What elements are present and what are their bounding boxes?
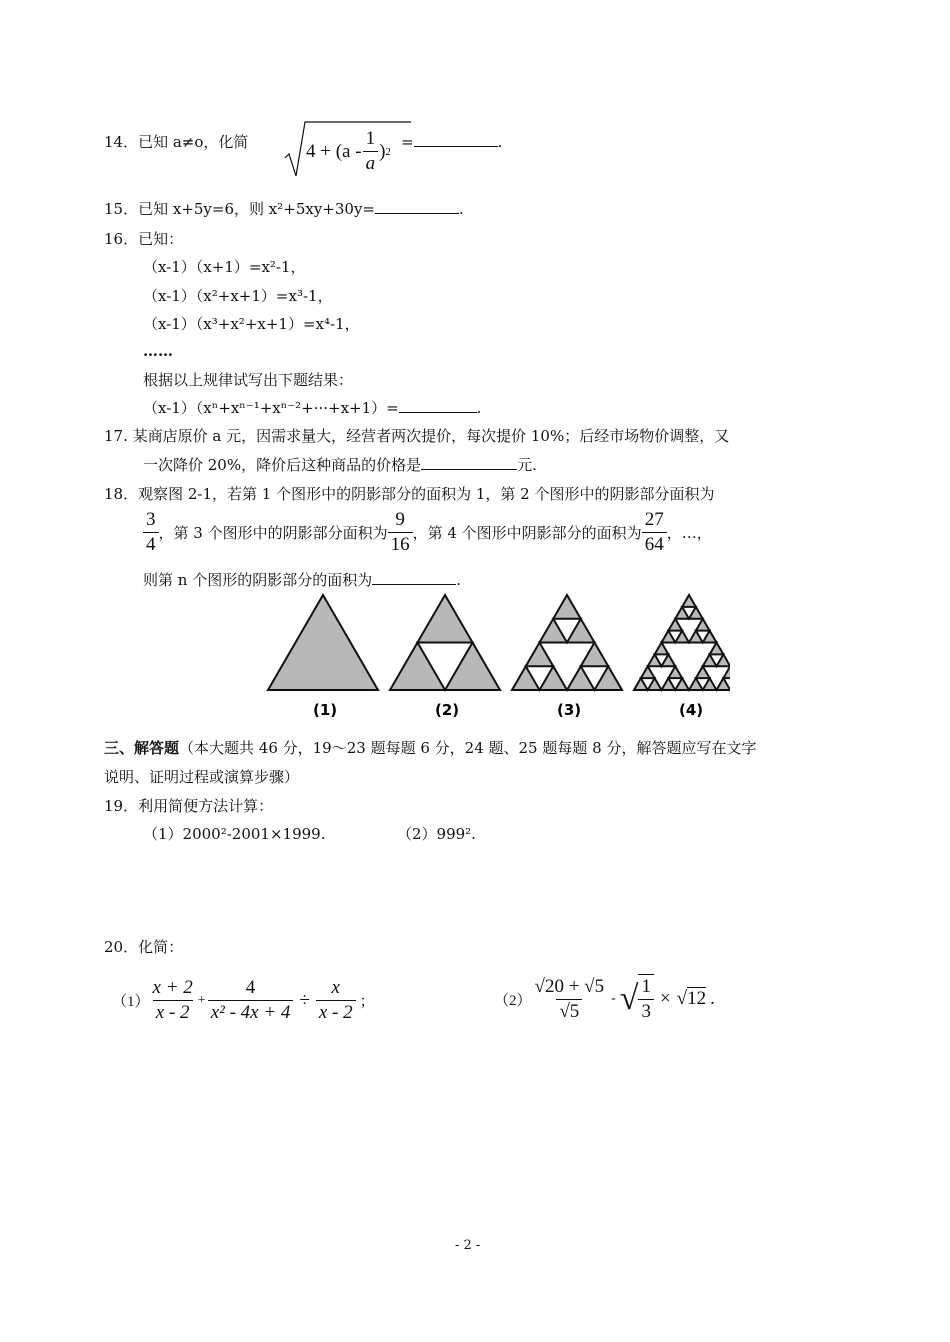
q18-line-2: $\frac{3}{4}$ ，第 3 个图形中的阴影部分面积为 $\frac{9}{16}$ ，第 4 个图形中阴影部分的面积为 $\frac{27}{64}$ ，…， — [143, 508, 712, 557]
q14-text: 14．已知 a≠o，化简 — [104, 133, 249, 151]
question-14 — [104, 132, 248, 152]
page-number: - 2 - — [455, 1238, 481, 1253]
fraction: $\frac{x}{x - 2}$ — [316, 976, 356, 1025]
q16-line-2: （x-1）（x²+x+1）=x³-1， — [143, 287, 333, 305]
q14-answer: = . — [401, 133, 503, 151]
q20-title: 20．化简： — [104, 938, 184, 956]
q16-final: （x-1）（xⁿ+xⁿ⁻¹+xⁿ⁻²+···+x+1）= . — [143, 399, 482, 417]
q16-prompt: 根据以上规律试写出下题结果： — [143, 371, 354, 389]
q16-line-3: （x-1）（x³+x²+x+1）=x⁴-1， — [143, 315, 360, 333]
fraction-9-16: $\frac{9}{16}$ — [388, 508, 413, 557]
fraction: $\frac{4}{\text{x² - 4x + 4}}$ — [208, 976, 294, 1025]
q20-part-1: （1） $\frac{x + 2}{x - 2}$ + $\frac{4}{\text{x² - 4x + 4}}$ ÷ $\frac{x}{x - 2}$ ； — [112, 977, 375, 1023]
answer-blank[interactable] — [421, 455, 517, 470]
figure-label: (4) — [679, 701, 704, 719]
q16-dots: …… — [143, 342, 173, 360]
fraction-27-64: $\frac{27}{64}$ — [642, 508, 667, 557]
figure-label: (3) — [557, 701, 582, 719]
figure-label: (1) — [313, 701, 338, 719]
section-3-heading: 三、解答题（本大题共 46 分，19～23 题每题 6 分，24 题、25 题每题 8 分，解答题应写在文字 — [104, 739, 757, 757]
q20-part-2: （2） $\frac{√20 + √5}{√5}$ - √ $\frac{1}{3}$ × √12 . — [494, 975, 715, 1022]
answer-blank[interactable] — [414, 132, 498, 147]
q14-fraction: $\frac{1}{a}$ — [363, 127, 379, 176]
q18-line-1: 18．观察图 2-1，若第 1 个图形中的阴影部分的面积为 1，第 2 个图形中的阴影部分面积为 — [104, 485, 715, 503]
figure-label: (2) — [435, 701, 460, 719]
shaded-triangle-1 — [268, 595, 378, 690]
q19-title: 19．利用简便方法计算： — [104, 797, 274, 815]
q18-line-3: 则第 n 个图形的阴影部分的面积为 . — [143, 571, 461, 589]
q14-expression: 4 + (a - $\frac{1}{a}$ ) 2 — [306, 128, 391, 174]
q16-title: 16．已知： — [104, 230, 184, 248]
q17-line-2: 一次降价 20%，降价后这种商品的价格是 元. — [143, 456, 537, 474]
sierpinski-figures — [260, 590, 730, 725]
fraction: $\frac{x + 2}{x - 2}$ — [152, 977, 193, 1023]
q17-line-1: 17. 某商店原价 a 元，因需求量大，经营者两次提价，每次提价 10%；后经市场物价调整，又 — [104, 427, 730, 445]
fraction: $\frac{√20 + √5}{√5}$ — [534, 975, 605, 1022]
q19-part-2: （2）999². — [397, 825, 476, 843]
sqrt-fraction: √ $\frac{1}{3}$ — [620, 974, 654, 1024]
answer-blank[interactable] — [372, 570, 456, 585]
question-15: 15．已知 x+5y=6，则 x²+5xy+30y= . — [104, 200, 464, 218]
q19-part-1: （1）2000²-2001×1999. — [143, 825, 326, 843]
fraction-3-4: $\frac{3}{4}$ — [143, 508, 159, 557]
answer-blank[interactable] — [399, 398, 477, 413]
q16-line-1: （x-1）（x+1）=x²-1， — [143, 258, 306, 276]
sqrt-12: √12 — [676, 988, 707, 1009]
answer-blank[interactable] — [375, 199, 459, 214]
section-3-line-2: 说明、证明过程或演算步骤） — [104, 768, 300, 786]
